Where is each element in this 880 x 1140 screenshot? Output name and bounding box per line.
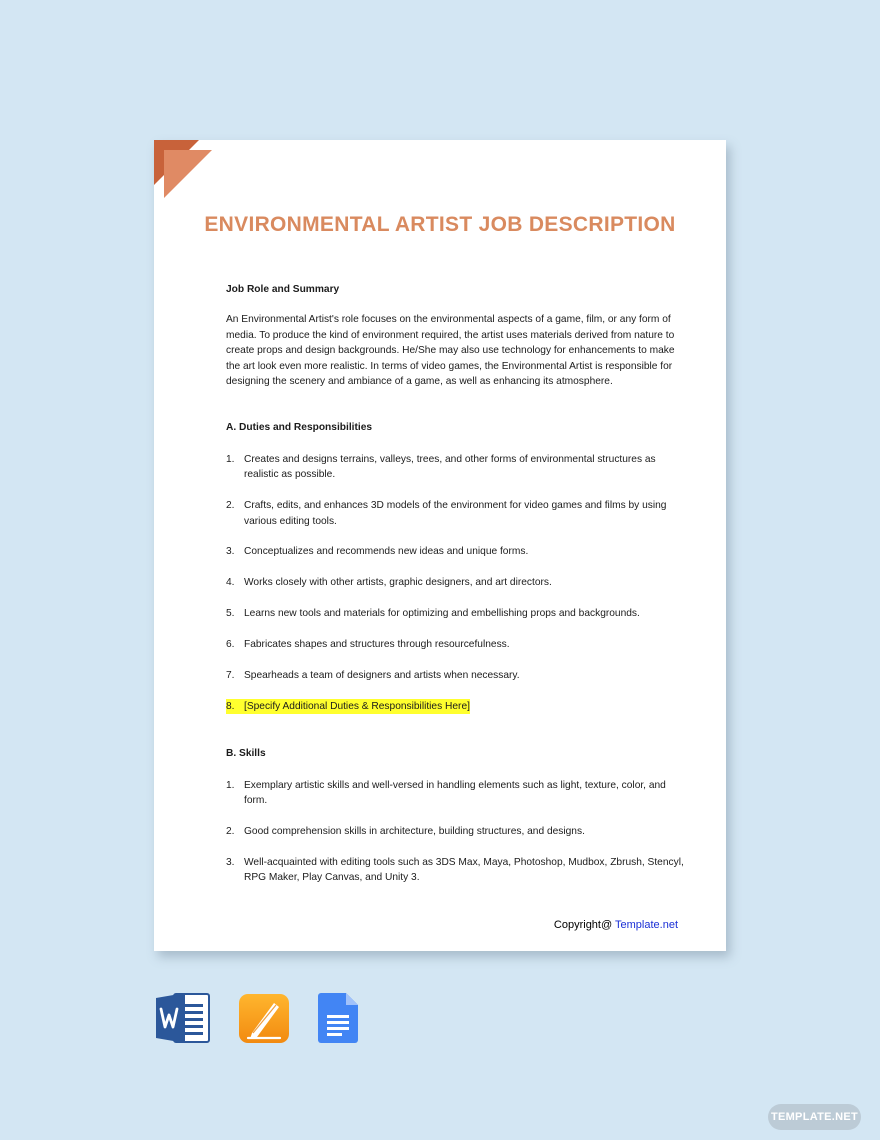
word-icon[interactable] (156, 993, 212, 1043)
skills-heading: B. Skills (226, 748, 266, 760)
list-item: 6. Fabricates shapes and structures through resourcefulness. (226, 639, 510, 651)
list-item: 1. Creates and designs terrains, valleys, trees, and other forms of environmental structures as realistic as possible. (226, 453, 656, 481)
google-docs-icon[interactable] (318, 993, 358, 1044)
template-net-badge[interactable]: TEMPLATE.NET (768, 1104, 861, 1130)
summary-heading: Job Role and Summary (226, 284, 340, 295)
list-item (226, 699, 686, 714)
document-page (154, 140, 726, 951)
pages-icon[interactable] (238, 993, 290, 1044)
highlighted-placeholder: 8. [Specify Additional Duties & Responsibilities Here] (226, 699, 470, 714)
skills-list (226, 778, 686, 886)
list-item: 3. Conceptualizes and recommends new ideas and unique forms. (226, 546, 529, 558)
list-item: 1. Exemplary artistic skills and well-versed in handling elements such as light, texture, color, and form. (226, 779, 666, 807)
list-item: 2. Good comprehension skills in architecture, building structures, and designs. (226, 826, 585, 838)
copyright-link[interactable]: Template.net (615, 919, 678, 931)
document-body (226, 282, 686, 886)
copyright-line (554, 919, 678, 931)
duties-heading: A. Duties and Responsibilities (226, 422, 373, 434)
list-item: 5. Learns new tools and materials for optimizing and embellishing props and backgrounds. (226, 608, 640, 620)
list-item: 3. Well-acquainted with editing tools such as 3DS Max, Maya, Photoshop, Mudbox, Zbrush, Stencyl, RPG Maker, Play Canvas, and Unity 3. (226, 857, 684, 884)
list-item: 2. Crafts, edits, and enhances 3D models of the environment for video games and films by using various editing tools. (226, 500, 667, 527)
document-title: ENVIRONMENTAL ARTIST JOB DESCRIPTION (204, 213, 676, 236)
summary-text: An Environmental Artist's role focuses on the environmental aspects of a game, film, or any form of media. To produce the kind of environment required, the artist uses materials derived from nature to create props and design backgrounds. He/She may also use technology for enhancements to make the art look even more realistic. In terms of video games, the Environmental Artist is responsible for designing the scenery and ambiance of a game, as well as enhancing its atmosphere. (226, 314, 675, 388)
corner-ribbon-icon (154, 140, 214, 200)
list-item: 4. Works closely with other artists, graphic designers, and art directors. (226, 577, 552, 589)
copyright-label: Copyright@ (553, 919, 613, 931)
duties-list (226, 452, 686, 715)
list-item: 7. Spearheads a team of designers and artists when necessary. (226, 670, 520, 682)
